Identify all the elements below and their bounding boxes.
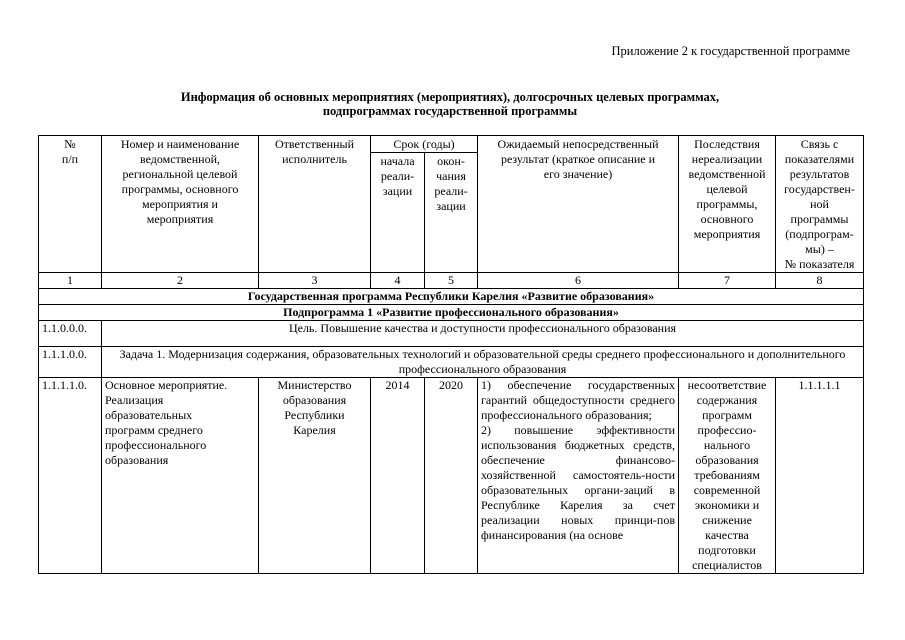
measure-link: 1.1.1.1.1 [776, 378, 864, 574]
title-line-2: подпрограммах государственной программы [322, 104, 578, 118]
measure-executor: Министерство образования Республики Карелия [259, 378, 371, 574]
measure-code: 1.1.1.1.0. [39, 378, 102, 574]
header-name: Номер и наименование ведомственной, региональной целевой программы, основного мероприятия и мероприятия [102, 136, 259, 273]
measures-table [38, 135, 864, 574]
header-row-1 [39, 136, 864, 153]
title-line-1: Информация об основных мероприятиях (мероприятиях), долгосрочных целевых программах, [180, 90, 720, 104]
column-numbers-row [39, 273, 864, 289]
measure-result: 1) обеспечение государственных гарантий общедоступности среднего профессионального образования; 2) повышение эффективности использования бюджетных средств, обеспечение финансово-хозяйственной самостоятель-ности образовательных органи-заций в Республике Карелия за счет реализации новых принци-пов финансирования (на основе [478, 378, 679, 574]
header-term: Срок (годы) [371, 136, 478, 153]
measure-consequences: несоответствие содержания программ профессио- нального образования требованиям современной экономики и снижение качества подготовки специалистов [679, 378, 776, 574]
header-consequences: Последствия нереализации ведомственной целевой программы, основного мероприятия [679, 136, 776, 273]
column-number: 4 [371, 273, 425, 289]
program-row [39, 289, 864, 305]
column-number: 1 [39, 273, 102, 289]
column-number: 5 [425, 273, 478, 289]
header-result: Ожидаемый непосредственный результат (краткое описание и его значение) [478, 136, 679, 273]
header-link: Связь с показателями результатов государствен- ной программы (подпрограм- мы) – № показателя [776, 136, 864, 273]
measure-start: 2014 [371, 378, 425, 574]
column-number: 8 [776, 273, 864, 289]
program-title: Государственная программа Республики Карелия «Развитие образования» [39, 289, 864, 305]
appendix-note: Приложение 2 к государственной программе [611, 44, 850, 58]
goal-row [39, 321, 864, 347]
subprogram-title: Подпрограмма 1 «Развитие профессионального образования» [39, 305, 864, 321]
goal-code: 1.1.0.0.0. [39, 321, 102, 347]
column-number: 6 [478, 273, 679, 289]
measure-row [39, 378, 864, 574]
header-start: начала реали- зации [371, 153, 425, 273]
goal-text: Цель. Повышение качества и доступности профессионального образования [102, 321, 864, 347]
measure-end: 2020 [425, 378, 478, 574]
task-code: 1.1.1.0.0. [39, 347, 102, 378]
header-executor: Ответственный исполнитель [259, 136, 371, 273]
document-title [120, 90, 780, 118]
task-row [39, 347, 864, 378]
task-text: Задача 1. Модернизация содержания, образовательных технологий и образовательной среды среднего профессионального и дополнительного профессионального образования [102, 347, 864, 378]
header-end: окон- чания реали- зации [425, 153, 478, 273]
subprogram-row [39, 305, 864, 321]
column-number: 2 [102, 273, 259, 289]
header-num: № п/п [39, 136, 102, 273]
column-number: 3 [259, 273, 371, 289]
column-number: 7 [679, 273, 776, 289]
measure-name: Основное мероприятие. Реализация образовательных программ среднего профессионального образования [102, 378, 259, 574]
